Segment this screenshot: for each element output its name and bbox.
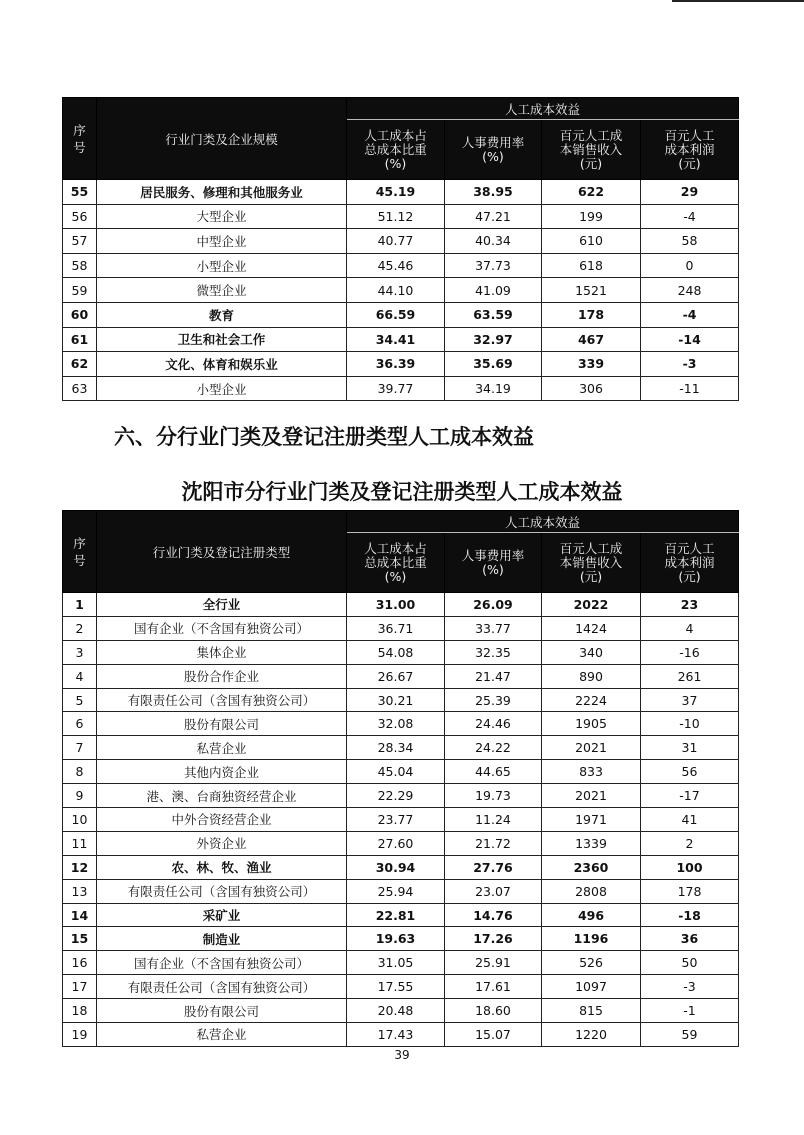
- cell-sales-per-100: 618: [542, 253, 641, 278]
- cell-sales-per-100: 833: [542, 760, 641, 784]
- cell-category: 外资企业: [97, 831, 347, 855]
- header-seq: 序 号: [63, 511, 97, 593]
- cell-category: 港、澳、台商独资经营企业: [97, 784, 347, 808]
- cell-sales-per-100: 2021: [542, 784, 641, 808]
- cell-sales-per-100: 1424: [542, 616, 641, 640]
- cell-category: 制造业: [97, 927, 347, 951]
- cell-profit-per-100: 0: [641, 253, 739, 278]
- header-seq: 序 号: [63, 98, 97, 180]
- cell-category: 有限责任公司（含国有独资公司）: [97, 975, 347, 999]
- cell-sales-per-100: 2021: [542, 736, 641, 760]
- cell-seq: 14: [63, 903, 97, 927]
- cell-personnel-rate: 19.73: [445, 784, 542, 808]
- cell-profit-per-100: 56: [641, 760, 739, 784]
- table-row: [63, 975, 739, 999]
- cell-cost-share: 26.67: [347, 664, 445, 688]
- cell-profit-per-100: -1: [641, 999, 739, 1023]
- cell-seq: 2: [63, 616, 97, 640]
- table-row: [63, 855, 739, 879]
- cell-category: 微型企业: [97, 278, 347, 303]
- cell-personnel-rate: 38.95: [445, 180, 542, 205]
- table-row: [63, 278, 739, 303]
- table-row: [63, 927, 739, 951]
- cell-category: 股份有限公司: [97, 999, 347, 1023]
- table-row: [63, 712, 739, 736]
- table-row: [63, 784, 739, 808]
- cell-sales-per-100: 178: [542, 302, 641, 327]
- cell-profit-per-100: 261: [641, 664, 739, 688]
- cell-personnel-rate: 24.22: [445, 736, 542, 760]
- cell-seq: 55: [63, 180, 97, 205]
- cell-seq: 10: [63, 808, 97, 832]
- cell-personnel-rate: 40.34: [445, 229, 542, 254]
- cell-sales-per-100: 890: [542, 664, 641, 688]
- cell-cost-share: 17.55: [347, 975, 445, 999]
- cell-profit-per-100: 59: [641, 1023, 739, 1047]
- header-group: 人工成本效益: [347, 511, 739, 533]
- table-row: [63, 229, 739, 254]
- cell-category: 采矿业: [97, 903, 347, 927]
- cell-profit-per-100: -14: [641, 327, 739, 352]
- cell-cost-share: 22.29: [347, 784, 445, 808]
- cell-category: 居民服务、修理和其他服务业: [97, 180, 347, 205]
- cell-personnel-rate: 37.73: [445, 253, 542, 278]
- cell-cost-share: 51.12: [347, 204, 445, 229]
- cell-personnel-rate: 33.77: [445, 616, 542, 640]
- header-category: 行业门类及企业规模: [97, 98, 347, 180]
- table-row: [63, 593, 739, 617]
- cell-cost-share: 45.19: [347, 180, 445, 205]
- table-row: [63, 688, 739, 712]
- section-title: 六、分行业门类及登记注册类型人工成本效益: [114, 425, 534, 449]
- cell-sales-per-100: 1339: [542, 831, 641, 855]
- cell-cost-share: 44.10: [347, 278, 445, 303]
- cell-category: 国有企业（不含国有独资公司）: [97, 951, 347, 975]
- cell-profit-per-100: -3: [641, 352, 739, 377]
- cell-personnel-rate: 15.07: [445, 1023, 542, 1047]
- cell-sales-per-100: 339: [542, 352, 641, 377]
- cell-seq: 15: [63, 927, 97, 951]
- cell-personnel-rate: 32.35: [445, 640, 542, 664]
- cell-category: 有限责任公司（含国有独资公司）: [97, 879, 347, 903]
- cell-profit-per-100: -11: [641, 376, 739, 401]
- cell-profit-per-100: 29: [641, 180, 739, 205]
- cell-sales-per-100: 2022: [542, 593, 641, 617]
- cell-category: 私营企业: [97, 736, 347, 760]
- cell-personnel-rate: 17.61: [445, 975, 542, 999]
- cell-profit-per-100: 31: [641, 736, 739, 760]
- cell-cost-share: 20.48: [347, 999, 445, 1023]
- table-row: [63, 808, 739, 832]
- cell-seq: 18: [63, 999, 97, 1023]
- cell-personnel-rate: 32.97: [445, 327, 542, 352]
- cell-personnel-rate: 14.76: [445, 903, 542, 927]
- cell-cost-share: 31.00: [347, 593, 445, 617]
- cell-profit-per-100: 50: [641, 951, 739, 975]
- cell-category: 股份有限公司: [97, 712, 347, 736]
- cell-sales-per-100: 2360: [542, 855, 641, 879]
- cell-personnel-rate: 25.91: [445, 951, 542, 975]
- cell-seq: 17: [63, 975, 97, 999]
- cell-seq: 7: [63, 736, 97, 760]
- table-row: [63, 736, 739, 760]
- cell-seq: 62: [63, 352, 97, 377]
- header-cost-share: 人工成本占 总成本比重 (%): [347, 533, 445, 593]
- table-row: [63, 253, 739, 278]
- header-personnel-rate: 人事费用率 (%): [445, 533, 542, 593]
- cell-category: 大型企业: [97, 204, 347, 229]
- cell-profit-per-100: 248: [641, 278, 739, 303]
- table-row: [63, 831, 739, 855]
- cell-category: 股份合作企业: [97, 664, 347, 688]
- cell-personnel-rate: 26.09: [445, 593, 542, 617]
- table-row: [63, 327, 739, 352]
- table-row: [63, 302, 739, 327]
- cell-seq: 19: [63, 1023, 97, 1047]
- table-row: [63, 760, 739, 784]
- cell-sales-per-100: 1196: [542, 927, 641, 951]
- cell-profit-per-100: -4: [641, 302, 739, 327]
- cell-cost-share: 22.81: [347, 903, 445, 927]
- table-row: [63, 376, 739, 401]
- cell-category: 教育: [97, 302, 347, 327]
- cell-personnel-rate: 24.46: [445, 712, 542, 736]
- table-row: [63, 951, 739, 975]
- table-row: [63, 180, 739, 205]
- table-row: [63, 616, 739, 640]
- cell-cost-share: 66.59: [347, 302, 445, 327]
- header-profit-per-100: 百元人工 成本利润 (元): [641, 120, 739, 180]
- cell-sales-per-100: 815: [542, 999, 641, 1023]
- cell-cost-share: 36.71: [347, 616, 445, 640]
- cell-seq: 59: [63, 278, 97, 303]
- cell-profit-per-100: -3: [641, 975, 739, 999]
- cell-cost-share: 31.05: [347, 951, 445, 975]
- cell-seq: 1: [63, 593, 97, 617]
- cell-personnel-rate: 41.09: [445, 278, 542, 303]
- cell-sales-per-100: 2808: [542, 879, 641, 903]
- cell-profit-per-100: -16: [641, 640, 739, 664]
- cell-cost-share: 39.77: [347, 376, 445, 401]
- table-row: [63, 204, 739, 229]
- top-rule: [672, 0, 804, 2]
- cell-category: 其他内资企业: [97, 760, 347, 784]
- cell-seq: 6: [63, 712, 97, 736]
- cell-cost-share: 36.39: [347, 352, 445, 377]
- cell-personnel-rate: 27.76: [445, 855, 542, 879]
- cell-personnel-rate: 44.65: [445, 760, 542, 784]
- cell-cost-share: 30.21: [347, 688, 445, 712]
- cell-sales-per-100: 526: [542, 951, 641, 975]
- cell-sales-per-100: 496: [542, 903, 641, 927]
- cell-seq: 61: [63, 327, 97, 352]
- cell-personnel-rate: 34.19: [445, 376, 542, 401]
- cell-category: 卫生和社会工作: [97, 327, 347, 352]
- header-sales-per-100: 百元人工成 本销售收入 (元): [542, 533, 641, 593]
- table-row: [63, 1023, 739, 1047]
- cell-sales-per-100: 1220: [542, 1023, 641, 1047]
- table-body: [63, 593, 739, 1047]
- cell-cost-share: 25.94: [347, 879, 445, 903]
- cell-cost-share: 17.43: [347, 1023, 445, 1047]
- cell-seq: 9: [63, 784, 97, 808]
- cell-profit-per-100: 2: [641, 831, 739, 855]
- cell-profit-per-100: 178: [641, 879, 739, 903]
- header-personnel-rate: 人事费用率 (%): [445, 120, 542, 180]
- cell-sales-per-100: 467: [542, 327, 641, 352]
- cell-category: 农、林、牧、渔业: [97, 855, 347, 879]
- cell-profit-per-100: -17: [641, 784, 739, 808]
- cell-profit-per-100: -10: [641, 712, 739, 736]
- cell-profit-per-100: -18: [641, 903, 739, 927]
- cell-sales-per-100: 1971: [542, 808, 641, 832]
- cell-personnel-rate: 23.07: [445, 879, 542, 903]
- cell-cost-share: 40.77: [347, 229, 445, 254]
- cell-sales-per-100: 1521: [542, 278, 641, 303]
- cell-personnel-rate: 21.72: [445, 831, 542, 855]
- table-by-size: [62, 97, 739, 401]
- cell-profit-per-100: 23: [641, 593, 739, 617]
- cell-personnel-rate: 21.47: [445, 664, 542, 688]
- cell-sales-per-100: 1097: [542, 975, 641, 999]
- table-row: [63, 903, 739, 927]
- cell-seq: 63: [63, 376, 97, 401]
- cell-seq: 4: [63, 664, 97, 688]
- cell-personnel-rate: 17.26: [445, 927, 542, 951]
- table-title: 沈阳市分行业门类及登记注册类型人工成本效益: [181, 480, 623, 504]
- cell-cost-share: 45.46: [347, 253, 445, 278]
- table-body: [63, 180, 739, 401]
- header-group: 人工成本效益: [347, 98, 739, 120]
- cell-category: 国有企业（不含国有独资公司）: [97, 616, 347, 640]
- cell-cost-share: 27.60: [347, 831, 445, 855]
- cell-seq: 57: [63, 229, 97, 254]
- cell-category: 集体企业: [97, 640, 347, 664]
- cell-sales-per-100: 306: [542, 376, 641, 401]
- header-cost-share: 人工成本占 总成本比重 (%): [347, 120, 445, 180]
- table-row: [63, 999, 739, 1023]
- cell-personnel-rate: 47.21: [445, 204, 542, 229]
- cell-cost-share: 45.04: [347, 760, 445, 784]
- cell-category: 私营企业: [97, 1023, 347, 1047]
- cell-personnel-rate: 18.60: [445, 999, 542, 1023]
- cell-cost-share: 32.08: [347, 712, 445, 736]
- cell-category: 小型企业: [97, 376, 347, 401]
- table-row: [63, 352, 739, 377]
- cell-cost-share: 28.34: [347, 736, 445, 760]
- cell-profit-per-100: 41: [641, 808, 739, 832]
- header-profit-per-100: 百元人工 成本利润 (元): [641, 533, 739, 593]
- cell-profit-per-100: 36: [641, 927, 739, 951]
- cell-profit-per-100: 37: [641, 688, 739, 712]
- header-sales-per-100: 百元人工成 本销售收入 (元): [542, 120, 641, 180]
- cell-seq: 13: [63, 879, 97, 903]
- table-by-registration: [62, 510, 739, 1047]
- cell-seq: 56: [63, 204, 97, 229]
- cell-seq: 58: [63, 253, 97, 278]
- cell-cost-share: 30.94: [347, 855, 445, 879]
- cell-seq: 16: [63, 951, 97, 975]
- cell-seq: 60: [63, 302, 97, 327]
- cell-sales-per-100: 1905: [542, 712, 641, 736]
- cell-sales-per-100: 610: [542, 229, 641, 254]
- table-row: [63, 879, 739, 903]
- cell-personnel-rate: 25.39: [445, 688, 542, 712]
- cell-cost-share: 34.41: [347, 327, 445, 352]
- cell-category: 有限责任公司（含国有独资公司）: [97, 688, 347, 712]
- cell-sales-per-100: 2224: [542, 688, 641, 712]
- cell-seq: 12: [63, 855, 97, 879]
- cell-cost-share: 23.77: [347, 808, 445, 832]
- cell-profit-per-100: 58: [641, 229, 739, 254]
- cell-profit-per-100: 4: [641, 616, 739, 640]
- cell-category: 文化、体育和娱乐业: [97, 352, 347, 377]
- page-number: 39: [394, 1048, 410, 1062]
- cell-category: 全行业: [97, 593, 347, 617]
- cell-personnel-rate: 35.69: [445, 352, 542, 377]
- cell-profit-per-100: -4: [641, 204, 739, 229]
- cell-personnel-rate: 63.59: [445, 302, 542, 327]
- cell-sales-per-100: 622: [542, 180, 641, 205]
- cell-seq: 5: [63, 688, 97, 712]
- cell-cost-share: 54.08: [347, 640, 445, 664]
- cell-personnel-rate: 11.24: [445, 808, 542, 832]
- table-row: [63, 640, 739, 664]
- cell-seq: 11: [63, 831, 97, 855]
- cell-seq: 8: [63, 760, 97, 784]
- cell-seq: 3: [63, 640, 97, 664]
- cell-category: 小型企业: [97, 253, 347, 278]
- table-row: [63, 664, 739, 688]
- cell-sales-per-100: 199: [542, 204, 641, 229]
- cell-category: 中型企业: [97, 229, 347, 254]
- cell-sales-per-100: 340: [542, 640, 641, 664]
- cell-cost-share: 19.63: [347, 927, 445, 951]
- cell-profit-per-100: 100: [641, 855, 739, 879]
- header-category: 行业门类及登记注册类型: [97, 511, 347, 593]
- cell-category: 中外合资经营企业: [97, 808, 347, 832]
